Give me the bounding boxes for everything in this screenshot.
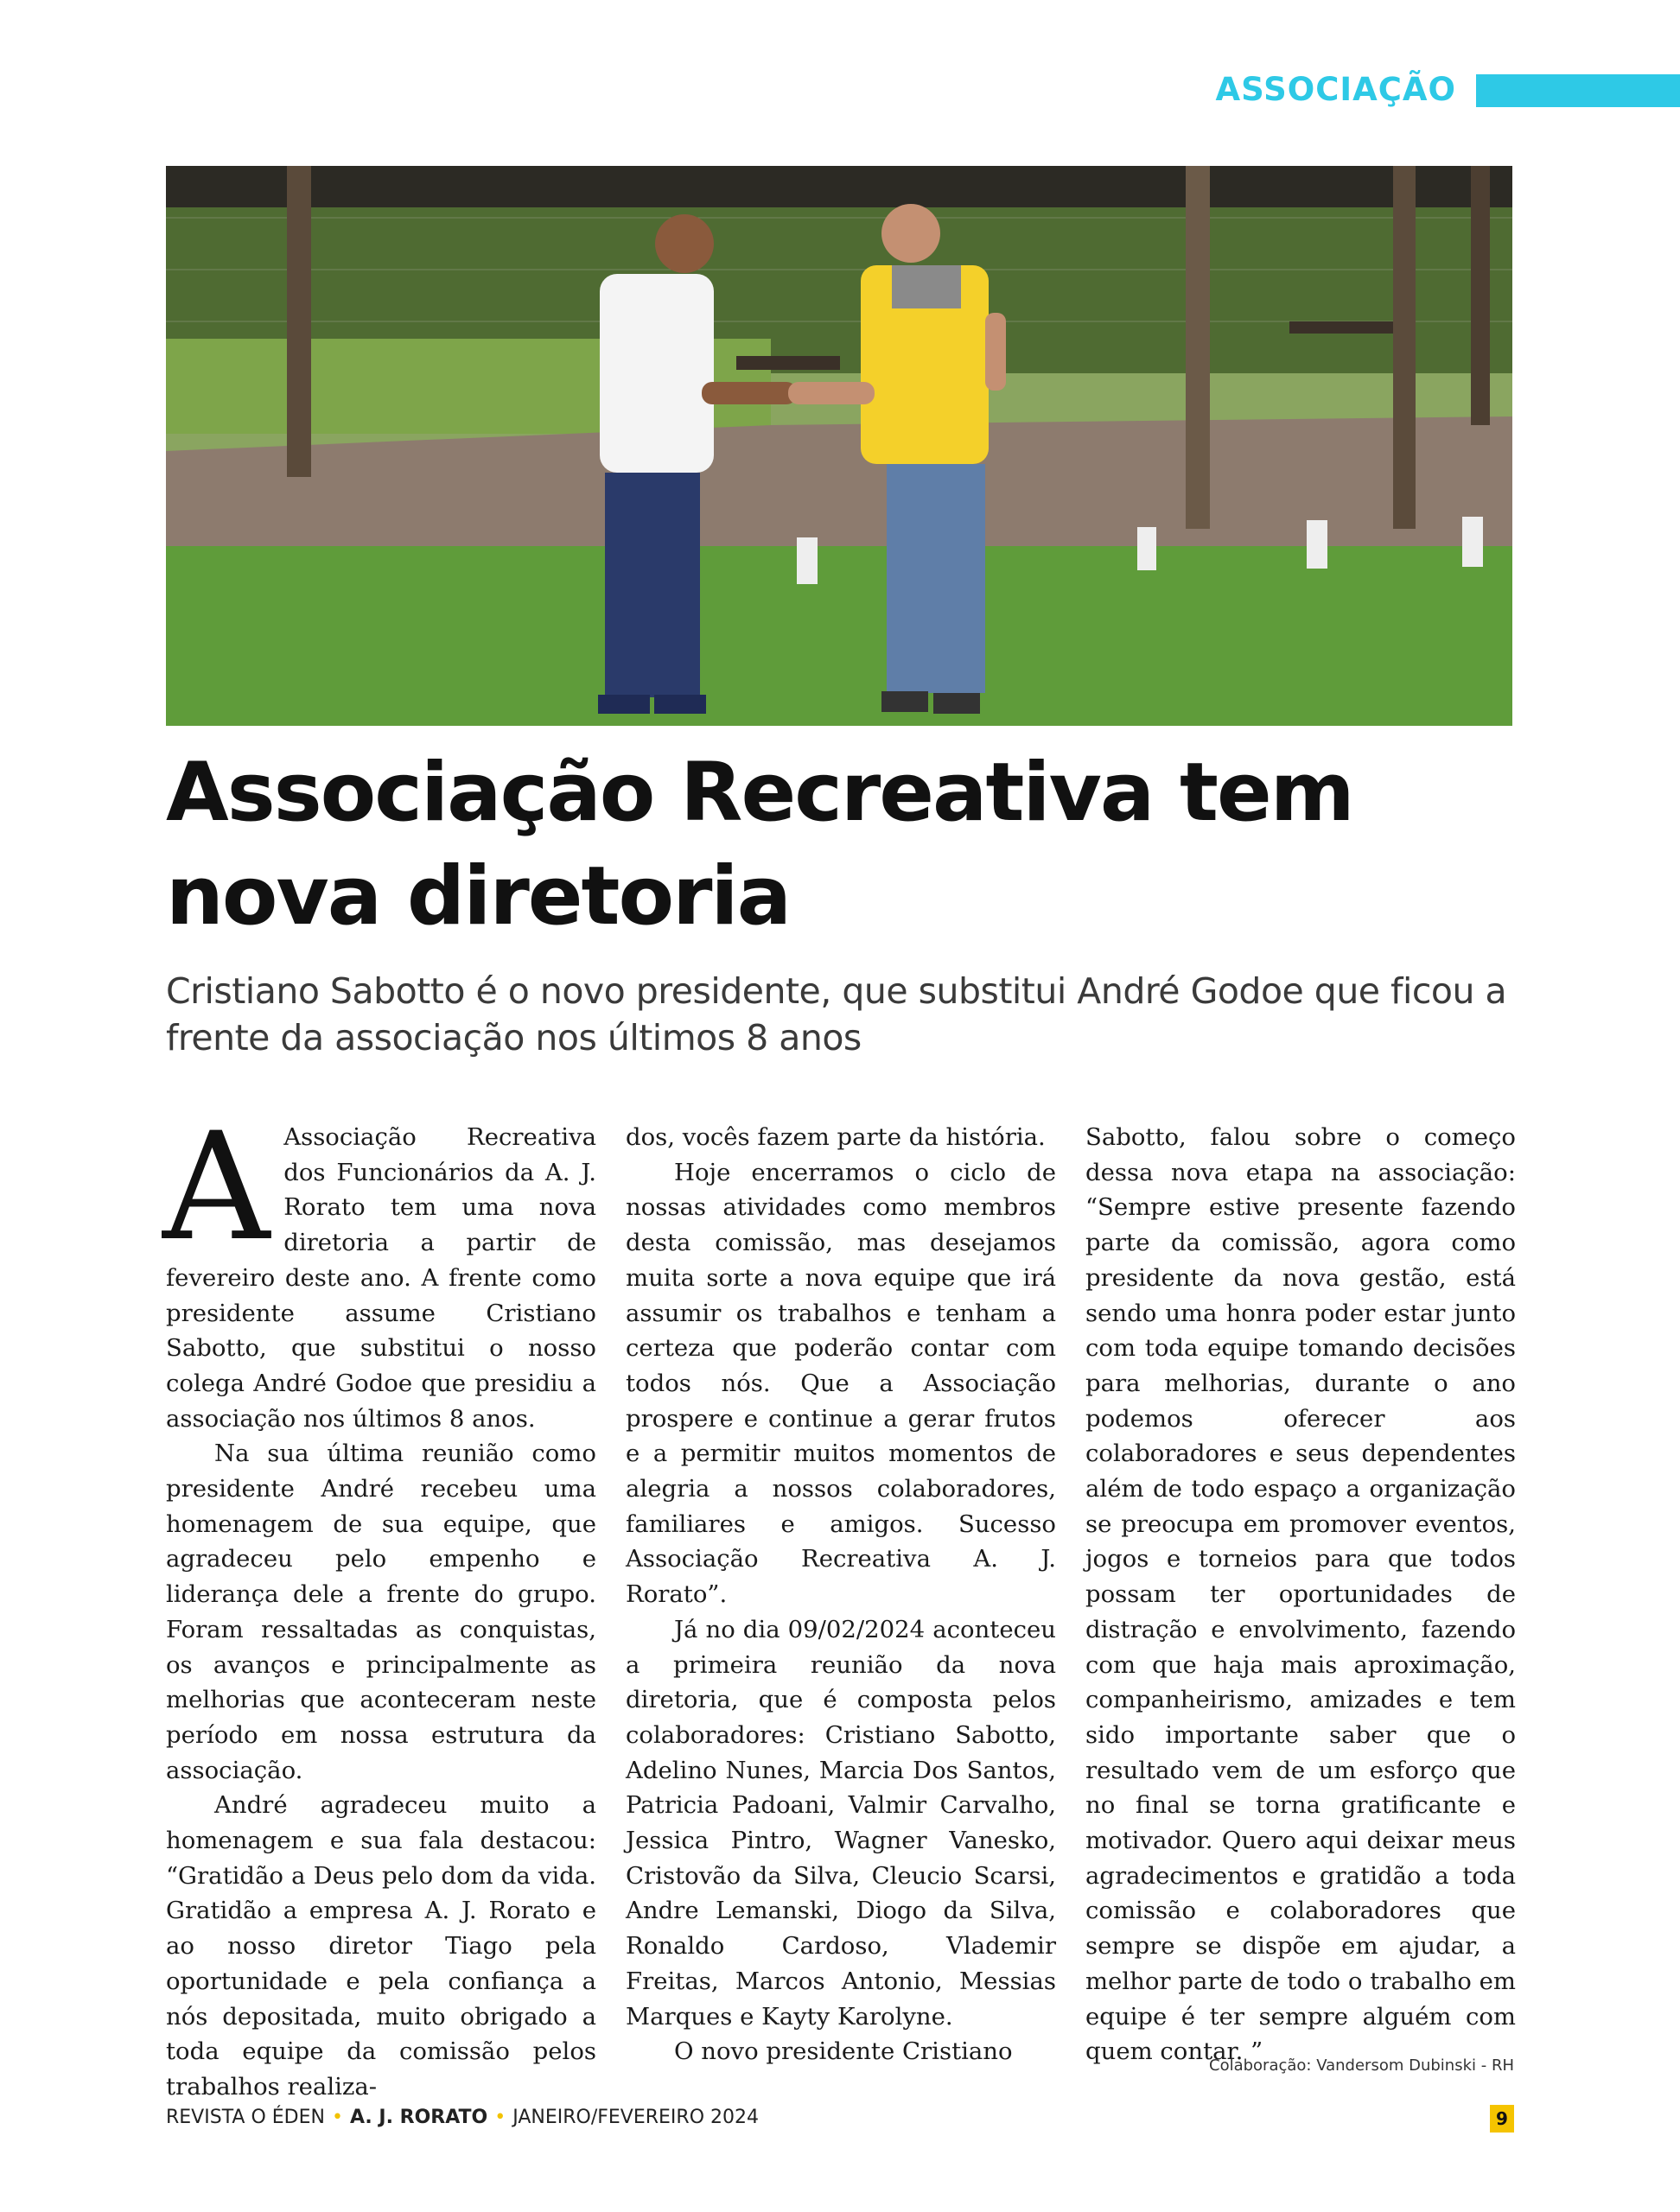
company-name: A. J. RORATO bbox=[349, 2107, 488, 2128]
article-column-1 bbox=[162, 1100, 596, 2105]
article-photo bbox=[166, 166, 1512, 726]
article-paragraph: Sabotto, falou sobre o começo dessa nova etapa na associação: “Sempre estive presente fazendo parte da comissão, agora como presidente da nova gestão, está sendo uma honra poder estar junto com toda equipe tomando decisões para melhorias, durante o ano podemos oferecer aos colaboradores e seus dependentes além de todo espaço a organização se preocupa em promover eventos, jogos e torneios para que todos possam ter oportunidades de distração e envolvimento, fazendo com que haja mais aproximação, companheirismo, amizades e tem sido importante saber que o resultado vem de um esforço que no final se torna gratificante e motivador. Quero aqui deixar meus agradecimentos e gratidão a toda comissão e colaboradores que sempre se dispõe em ajudar, a melhor parte de todo o trabalho em equipe é ter sempre alguém com quem contar. ” bbox=[1085, 1123, 1516, 2066]
magazine-name: REVISTA O ÉDEN bbox=[166, 2107, 325, 2128]
article-credit: Colaboração: Vandersom Dubinski - RH bbox=[1209, 2056, 1514, 2075]
article-subheadline: Cristiano Sabotto é o novo presidente, que substitui André Godoe que ficou a frente da associação nos últimos 8 anos bbox=[166, 970, 1507, 1058]
issue-date: JANEIRO/FEVEREIRO 2024 bbox=[512, 2107, 759, 2128]
page-number: 9 bbox=[1490, 2105, 1514, 2133]
article-paragraph: Já no dia 09/02/2024 aconteceu a primeira reunião da nova diretoria, que é composta pelos colaboradores: Cristiano Sabotto, Adelino Nunes, Marcia Dos Santos, Patricia Padoani, Valmir Carvalho, Jessica Pintro, Wagner Vanesko, Cristovão da Silva, Cleucio Scarsi, Andre Lemanski, Diogo da Silva, Ronaldo Cardoso, Vlademir Freitas, Marcos Antonio, Messias Marques e Kayty Karolyne. bbox=[626, 1615, 1056, 2031]
page-footer bbox=[166, 2107, 759, 2133]
article-paragraph bbox=[162, 1100, 596, 1436]
drop-cap: A bbox=[162, 1100, 270, 1274]
paragraph-text: Associação Recreativa dos Funcionários da A. J. Rorato tem uma nova diretoria a partir de fevereiro deste ano. A frente como presidente assume Cristiano Sabotto, que substitui o nosso colega André Godoe que presidiu a associação nos últimos 8 anos. bbox=[166, 1123, 596, 1433]
article-paragraph: Na sua última reunião como presidente André recebeu uma homenagem de sua equipe, que agradeceu pelo empenho e liderança dele a frente do grupo. Foram ressaltadas as conquistas, os avanços e principalmente as melhorias que aconteceram neste período em nossa estrutura da associação. bbox=[166, 1440, 596, 1784]
section-accent-bar bbox=[1476, 74, 1680, 107]
separator-dot: • bbox=[494, 2107, 506, 2128]
photo-two-men-handshake-icon bbox=[166, 166, 1512, 726]
section-tag: ASSOCIAÇÃO bbox=[1215, 71, 1456, 108]
article-headline: Associação Recreativa tem nova diretoria bbox=[166, 746, 1353, 944]
article-paragraph: O novo presidente Cristiano bbox=[674, 2037, 1013, 2066]
article-column-3 bbox=[1085, 1120, 1516, 2069]
article-column-2 bbox=[626, 1120, 1056, 2069]
article-paragraph: dos, vocês fazem parte da história. bbox=[626, 1123, 1046, 1151]
article-paragraph: Hoje encerramos o ciclo de nossas atividades como membros desta comissão, mas desejamos muita sorte a nova equipe que irá assumir os trabalhos e tenham a certeza que poderão contar com todos nós. Que a Associação prospere e continue a gerar frutos e a permitir muitos momentos de alegria a nossos colaboradores, familiares e amigos. Sucesso Associação Recreativa A. J. Rorato”. bbox=[626, 1158, 1056, 1609]
separator-dot: • bbox=[331, 2107, 343, 2128]
article-paragraph: André agradeceu muito a homenagem e sua fala destacou: “Gratidão a Deus pelo dom da vida. Gratidão a empresa A. J. Rorato e ao nosso diretor Tiago pela oportunidade e pela confiança a nós depositada, muito obrigado a toda equipe da comissão pelos trabalhos realiza- bbox=[166, 1791, 596, 2101]
